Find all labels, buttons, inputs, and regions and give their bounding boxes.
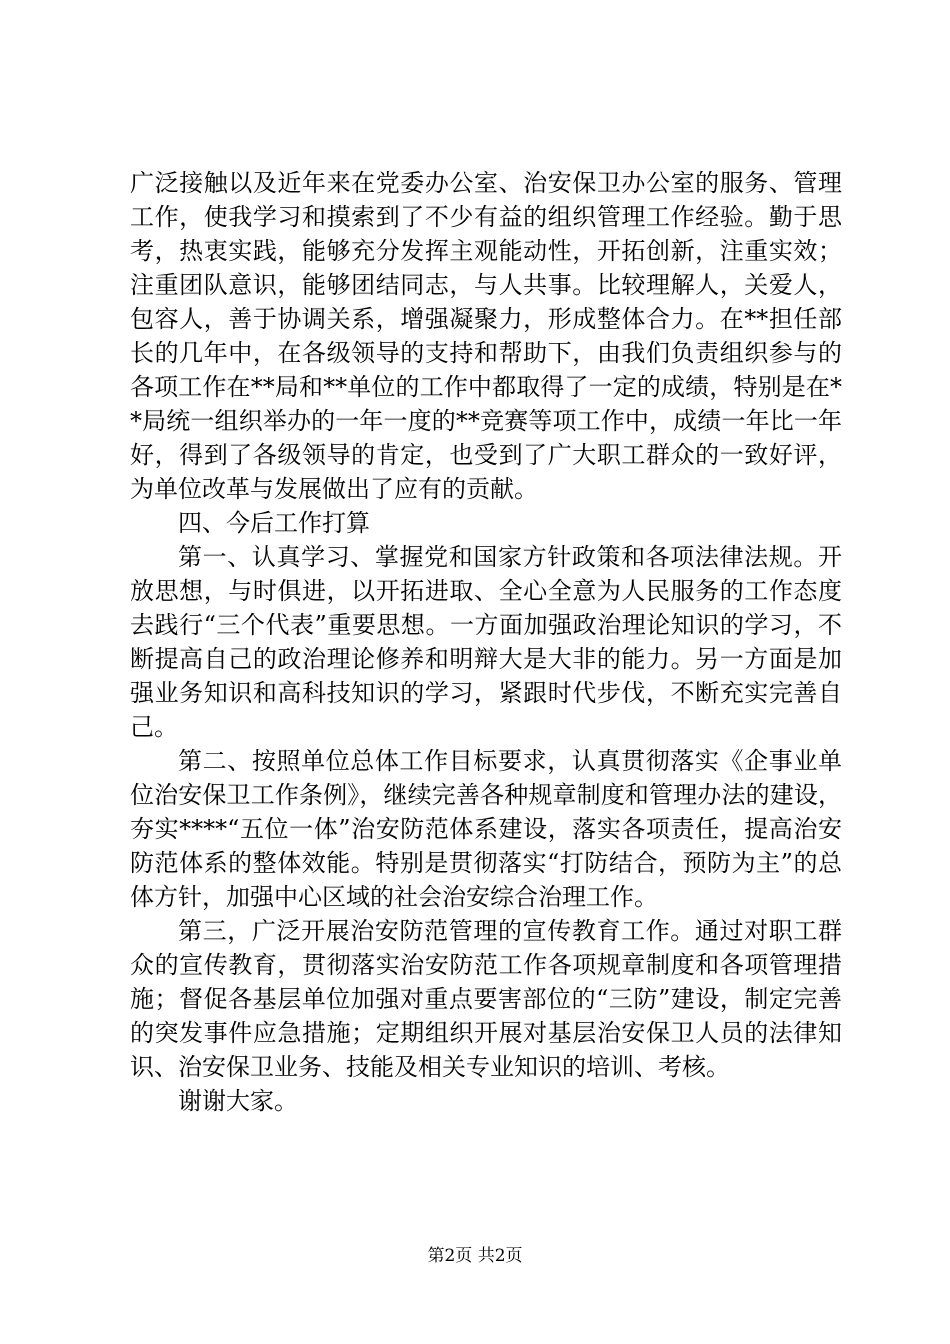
paragraph-plan-third: 第三，广泛开展治安防范管理的宣传教育工作。通过对职工群众的宣传教育，贯彻落实治安防范工作各项规章制度和各项管理措施；督促各基层单位加强对重点要害部位的“三防”建设，制定完善的突发事件应急措施；定期组织开展对基层治安保卫人员的法律知识、治安保卫业务、技能及相关专业知识的培训、考核。 bbox=[130, 917, 842, 1081]
paragraph-plan-second: 第二、按照单位总体工作目标要求，认真贯彻落实《企事业单位治安保卫工作条例》，继续完善各种规章制度和管理办法的建设，夯实****“五位一体”治安防范体系建设，落实各项责任，提高治安防范体系的整体效能。特别是贯彻落实“打防结合，预防为主”的总体方针，加强中心区域的社会治安综合治理工作。 bbox=[130, 747, 842, 911]
paragraph-continuation: 广泛接触以及近年来在党委办公室、治安保卫办公室的服务、管理工作，使我学习和摸索到了不少有益的组织管理工作经验。勤于思考，热衷实践，能够充分发挥主观能动性，开拓创新，注重实效；注重团队意识，能够团结同志，与人共事。比较理解人，关爱人，包容人，善于协调关系，增强凝聚力，形成整体合力。在**担任部长的几年中，在各级领导的支持和帮助下，由我们负责组织参与的各项工作在**局和**单位的工作中都取得了一定的成绩，特别是在**局统一组织举办的一年一度的**竞赛等项工作中，成绩一年比一年好，得到了各级领导的肯定，也受到了广大职工群众的一致好评，为单位改革与发展做出了应有的贡献。 bbox=[130, 169, 842, 503]
section-heading: 四、今后工作打算 bbox=[178, 509, 370, 537]
document-body bbox=[130, 166, 842, 1118]
closing-remark: 谢谢大家。 bbox=[178, 1087, 298, 1115]
page-number-footer: 第2页 共2页 bbox=[427, 1246, 523, 1266]
paragraph-plan-first: 第一、认真学习、掌握党和国家方针政策和各项法律法规。开放思想，与时俱进，以开拓进取、全心全意为人民服务的工作态度去践行“三个代表”重要思想。一方面加强政治理论知识的学习，不断提高自己的政治理论修养和明辩大是大非的能力。另一方面是加强业务知识和高科技知识的学习，紧跟时代步伐，不断充实完善自己。 bbox=[130, 543, 842, 741]
